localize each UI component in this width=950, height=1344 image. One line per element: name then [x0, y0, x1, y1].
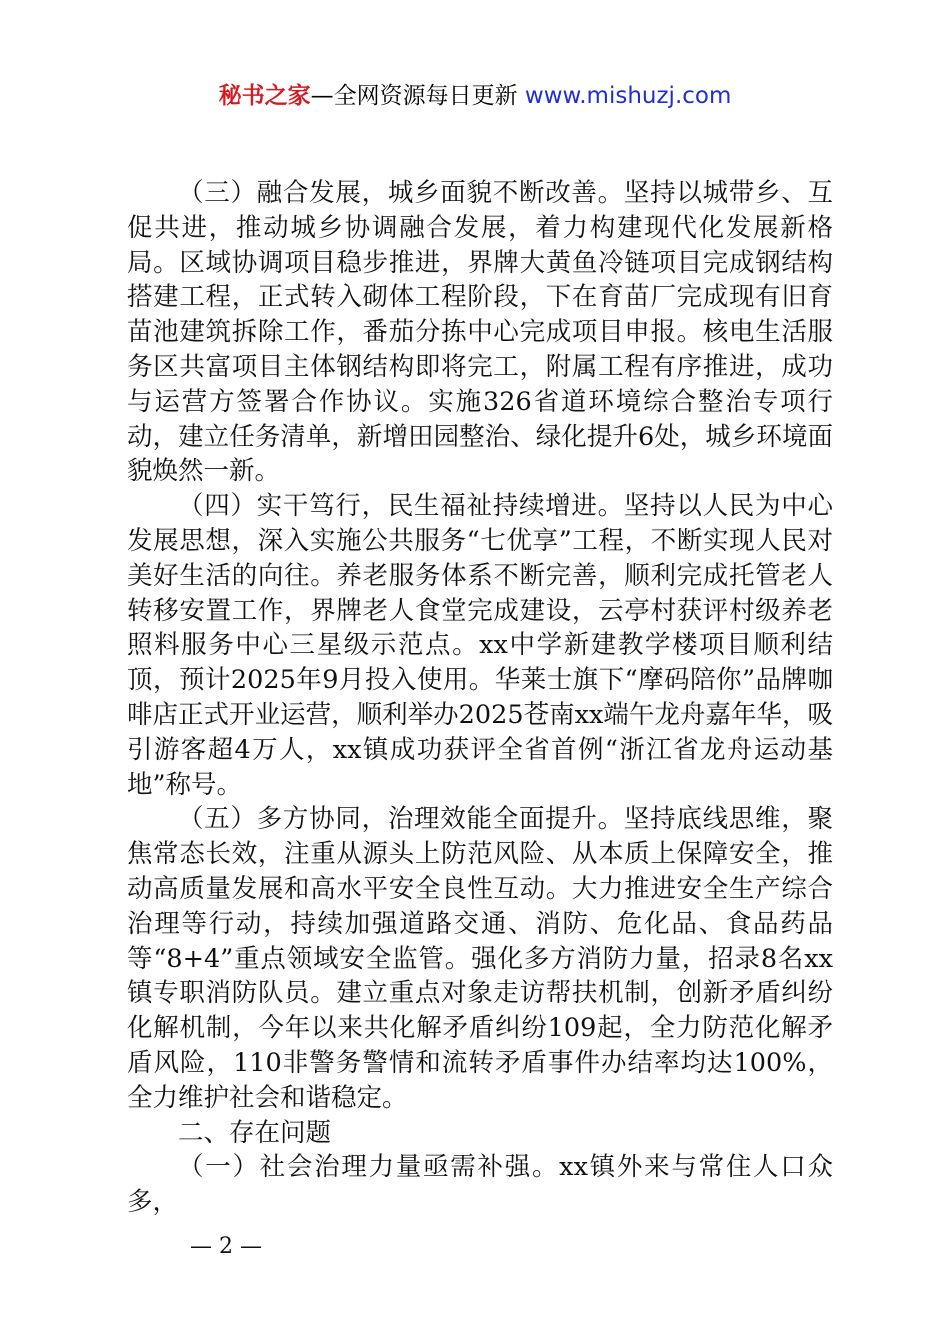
paragraph-livelihood-wellbeing: （四）实干笃行，民生福祉持续增进。坚持以人民为中心发展思想，深入实施公共服务“七优享”工程，不断实现人民对美好生活的向往。养老服务体系不断完善，顺利完成托管老人转移安置工作，界牌老人食堂完成建设，云亭村获评村级养老照料服务中心三星级示范点。xx中学新建教学楼项目顺利结顶，预计2025年9月投入使用。华莱士旗下“摩码陪你”品牌咖啡店正式开业运营，顺利举办2025苍南xx端午龙舟嘉年华，吸引游客超4万人，xx镇成功获评全省首例“浙江省龙舟运动基地”称号。: [127, 491, 833, 800]
paragraph-integration-development: （三）融合发展，城乡面貌不断改善。坚持以城带乡、互促共进，推动城乡协调融合发展，着力构建现代化发展新格局。区域协调项目稳步推进，界牌大黄鱼冷链项目完成钢结构搭建工程，正式转入砌体工程阶段，下在育苗厂完成现有旧育苗池建筑拆除工作，番茄分拣中心完成项目申报。核电生活服务区共富项目主体钢结构即将完工，附属工程有序推进，成功与运营方签署合作协议。实施326省道环境综合整治专项行动，建立任务清单，新增田园整治、绿化提升6处，城乡环境面貌焕然一新。: [127, 178, 833, 487]
site-tagline: —全网资源每日更新: [310, 83, 525, 109]
section-heading-existing-problems: 二、存在问题: [178, 1117, 332, 1148]
paragraph-governance-efficiency: （五）多方协同，治理效能全面提升。坚持底线思维，聚焦常态长效，注重从源头上防范风险、从本质上保障安全，推动高质量发展和高水平安全良性互动。大力推进安全生产综合治理等行动，持续加强道路交通、消防、危化品、食品药品等“8+4”重点领域安全监管。强化多方消防力量，招录8名xx镇专职消防队员。建立重点对象走访帮扶机制，创新矛盾纠纷化解机制，今年以来共化解矛盾纠纷109起，全力防范化解矛盾风险，110非警务警情和流转矛盾事件办结率均达100%，全力维护社会和谐稳定。: [127, 804, 833, 1113]
document-body: [127, 176, 833, 1220]
page-number: — 2 —: [190, 1234, 262, 1259]
paragraph-social-governance: （一）社会治理力量亟需补强。xx镇外来与常住人口众多，: [127, 1152, 833, 1218]
site-brand: 秘书之家: [218, 83, 311, 109]
site-header: [0, 80, 950, 112]
site-url-link[interactable]: www.mishuzj.com: [524, 83, 732, 109]
